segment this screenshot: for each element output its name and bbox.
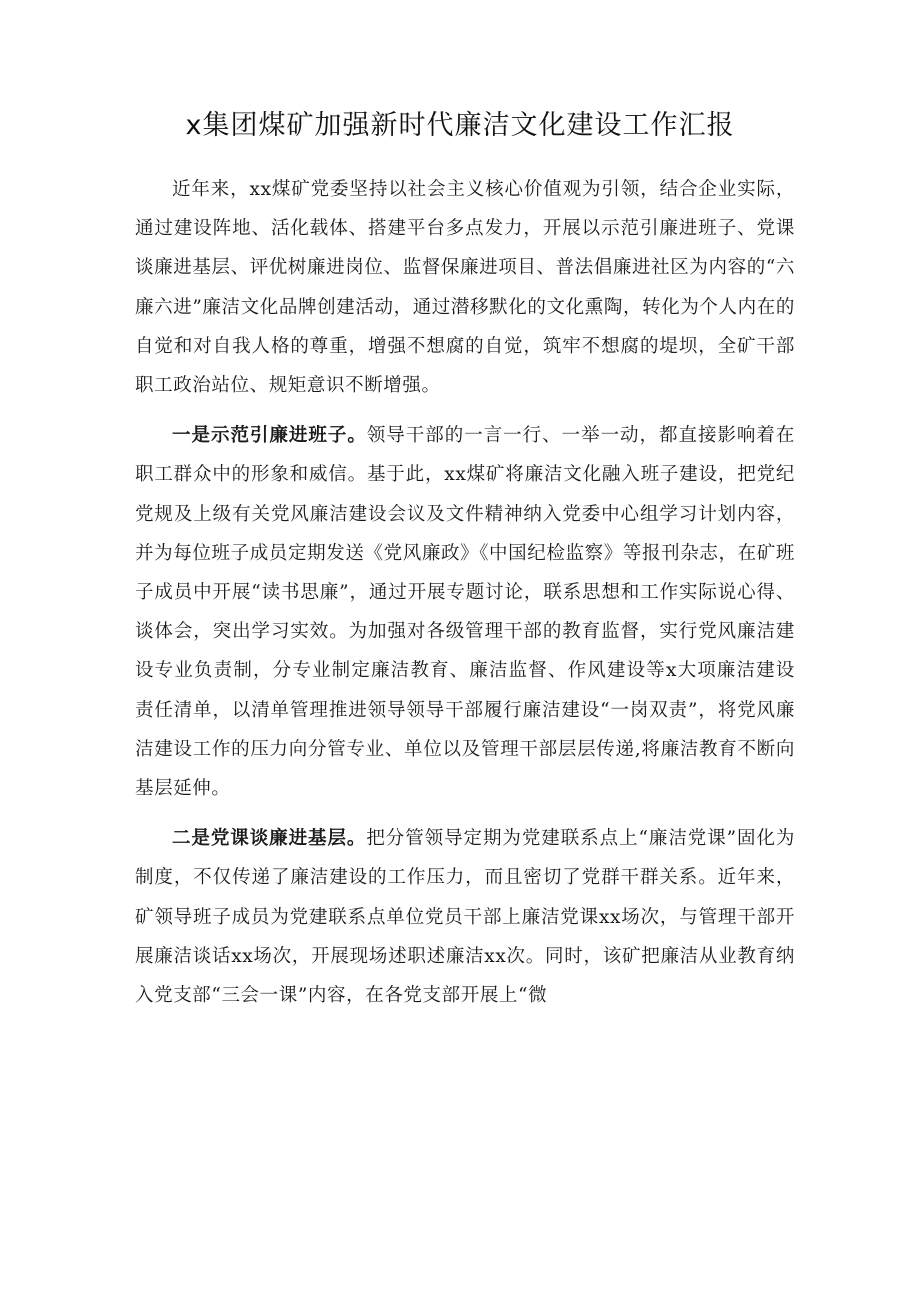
paragraph-text: 近年来，xx煤矿党委坚持以社会主义核心价值观为引领，结合企业实际，通过建设阵地、活化载体、搭建平台多点发力，开展以示范引廉进班子、党课谈廉进基层、评优树廉进岗位、监督保廉进项目、普法倡廉进社区为内容的“六廉六进”廉洁文化品牌创建活动，通过潜移默化的文化熏陶，转化为个人内在的自觉和对自我人格的尊重，增强不想腐的自觉，筑牢不想腐的堤坝，全矿干部职工政治站位、规矩意识不断增强。 (135, 179, 795, 397)
paragraph-lead: 一是示范引廉进班子。 (172, 425, 367, 447)
paragraph-section-2 (135, 819, 795, 1015)
document-title: x集团煤矿加强新时代廉洁文化建设工作汇报 (185, 110, 735, 141)
document-body (135, 170, 795, 1026)
paragraph-text: 把分管领导定期为党建联系点上“廉洁党课”固化为制度，不仅传递了廉洁建设的工作压力，而且密切了党群干群关系。近年来，矿领导班子成员为党建联系点单位党员干部上廉洁党课xx场次，与管理干部开展廉洁谈话xx场次，开展现场述职述廉洁xx次。同时，该矿把廉洁从业教育纳入党支部“三会一课”内容，在各党支部开展上“微 (135, 828, 795, 1007)
paragraph-intro (135, 170, 795, 405)
paragraph-section-1 (135, 416, 795, 808)
paragraph-lead: 二是党课谈廉进基层。 (172, 828, 367, 850)
paragraph-text: 领导干部的一言一行、一举一动，都直接影响着在职工群众中的形象和威信。基于此，xx煤矿将廉洁文化融入班子建设，把党纪党规及上级有关党风廉洁建设会议及文件精神纳入党委中心组学习计划内容，并为每位班子成员定期发送《党风廉政》《中国纪检监察》等报刊杂志，在矿班子成员中开展“读书思廉”，通过开展专题讨论，联系思想和工作实际说心得、谈体会，突出学习实效。为加强对各级管理干部的教育监督，实行党风廉洁建设专业负责制，分专业制定廉洁教育、廉洁监督、作风建设等x大项廉洁建设责任清单，以清单管理推进领导领导干部履行廉洁建设“一岗双责”，将党风廉洁建设工作的压力向分管专业、单位以及管理干部层层传递,将廉洁教育不断向基层延伸。 (135, 425, 795, 800)
